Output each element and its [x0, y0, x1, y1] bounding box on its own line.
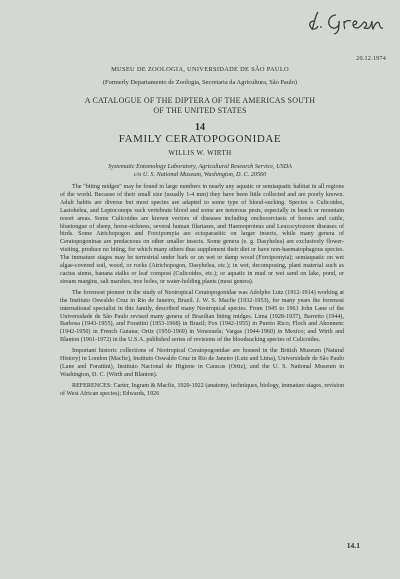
institution-name: MUSEU DE ZOOLOGIA, UNIVERSIDADE DE SÃO PAULO	[111, 66, 289, 73]
author-affiliation-line2: c/o U. S. National Museum, Washington, D. C. 20560	[133, 171, 267, 178]
paragraph-history: The foremost pioneer in the study of Neotropical Ceratopogonidae was Adolpho Lutz (1912-1914) working at the Instituto Oswaldo Cruz in Rio de Janeiro, Brazil. J. W. S. Macfie (1932-1953), for many years the foremost international specialist in this family, described many Neotropical species. From 1945 to 1961 John Lane of the Universidade de São Paulo revised many genera of Brazilian biting midges. Lima (1928-1937), Barretto (1944), Barbosa (1943-1955), and Forattini (1953-1968) in Brazil; Fox (1942-1955) in Puerto Rico; Floch and Abonnenc (1942-1950) in French Guiana; Ortiz (1950-1969) in Venezuela; Vargas (1944-1960) in Mexico; and Wirth and Blanton (1961-1972) in the U.S.A. published series of revisions of the bloodsucking species of Culicoides.	[60, 289, 344, 344]
catalogue-title-line2: OF THE UNITED STATES	[153, 106, 247, 115]
date-stamp: 20.12.1974	[356, 55, 386, 62]
body-text	[60, 184, 344, 399]
family-number: 14	[195, 122, 205, 133]
paragraph-references: REFERENCES: Carter, Ingram & Macfie, 1920-1922 (anatomy, techniques, biology, immature stages, revision of West African species); Edwards, 1926	[60, 382, 344, 397]
paragraph-biting-midges: The "biting midges" may be found in large numbers in nearly any aquatic or semiaquatic habitat in all regions of the world. Because of their small size (usually 1-4 mm) they have been little collected and are poorly known. Adult habits are diverse but most species are adapted to some type of blood-sucking. Species o Culicoides, Lasiohelea, and Leptoconops suck vertebrate blood and some are notorous pests, especially in beach or mountain resort areas. Some Culicoides are known vectors of diseases including onchocerciasis of horses and cattle, bluetongue of sheep, horse-sickness, several human filariases, and Haemoproteus and Leucocytozoon diseases of birds. Some Atrichopogon and Forcipomyia are ectoparasitic on larger insects, while many genera of Ceratopogoninae are predaceous on other smaller insects. Some genera (e. g. Dasyhelea) are exclusively flower-visiting, produce no biting, for which many others thus supplement their diet or have non-haematophagous species. The immature stages may be terrestrial under bark or on wet or damp wood (Forcipomyia); semiaquatic on wet algae-covered soil, wood, or rocks (Atrichopogon, Dasyhelea, etc.); in wet, decomposing, plant material such as cactus stems, banana stalks or leaf compost (Culicoides, etc.); or aquatic in mud or wet sand on lake, pond, or stream margins, salt marshes, tree holes, or water-holding plants (most genera).	[60, 184, 344, 285]
author-name: WILLIS W. WIRTH	[168, 149, 232, 157]
catalogue-title-line1: A CATALOGUE OF THE DIPTERA OF THE AMERICAS SOUTH	[84, 96, 316, 105]
family-title: FAMILY CERATOPOGONIDAE	[118, 133, 282, 145]
handwritten-signature	[306, 8, 388, 36]
author-affiliation-line1: Systematic Entomology Laboratory, Agricultural Research Service, USDA	[108, 163, 292, 170]
paragraph-collections: Important historic collections of Neotropical Ceratopogonidae are housed in the British Museum (Natural History) in London (Macfie), Instituto Oswaldo Cruz in Rio de Janeiro (Lutz and Lima), Universidade de São Paulo (Lane and Forattini), Instituto Nacional de Higiene in Caracas (Ortiz), and the U. S. National Museum in Washington, D. C. (Wirth and Blanton).	[60, 348, 344, 378]
page-number: 14.1	[346, 541, 360, 550]
former-institution-name: (Formerly Departamento de Zoologia, Secretaria da Agricultura, São Paulo)	[102, 79, 298, 86]
